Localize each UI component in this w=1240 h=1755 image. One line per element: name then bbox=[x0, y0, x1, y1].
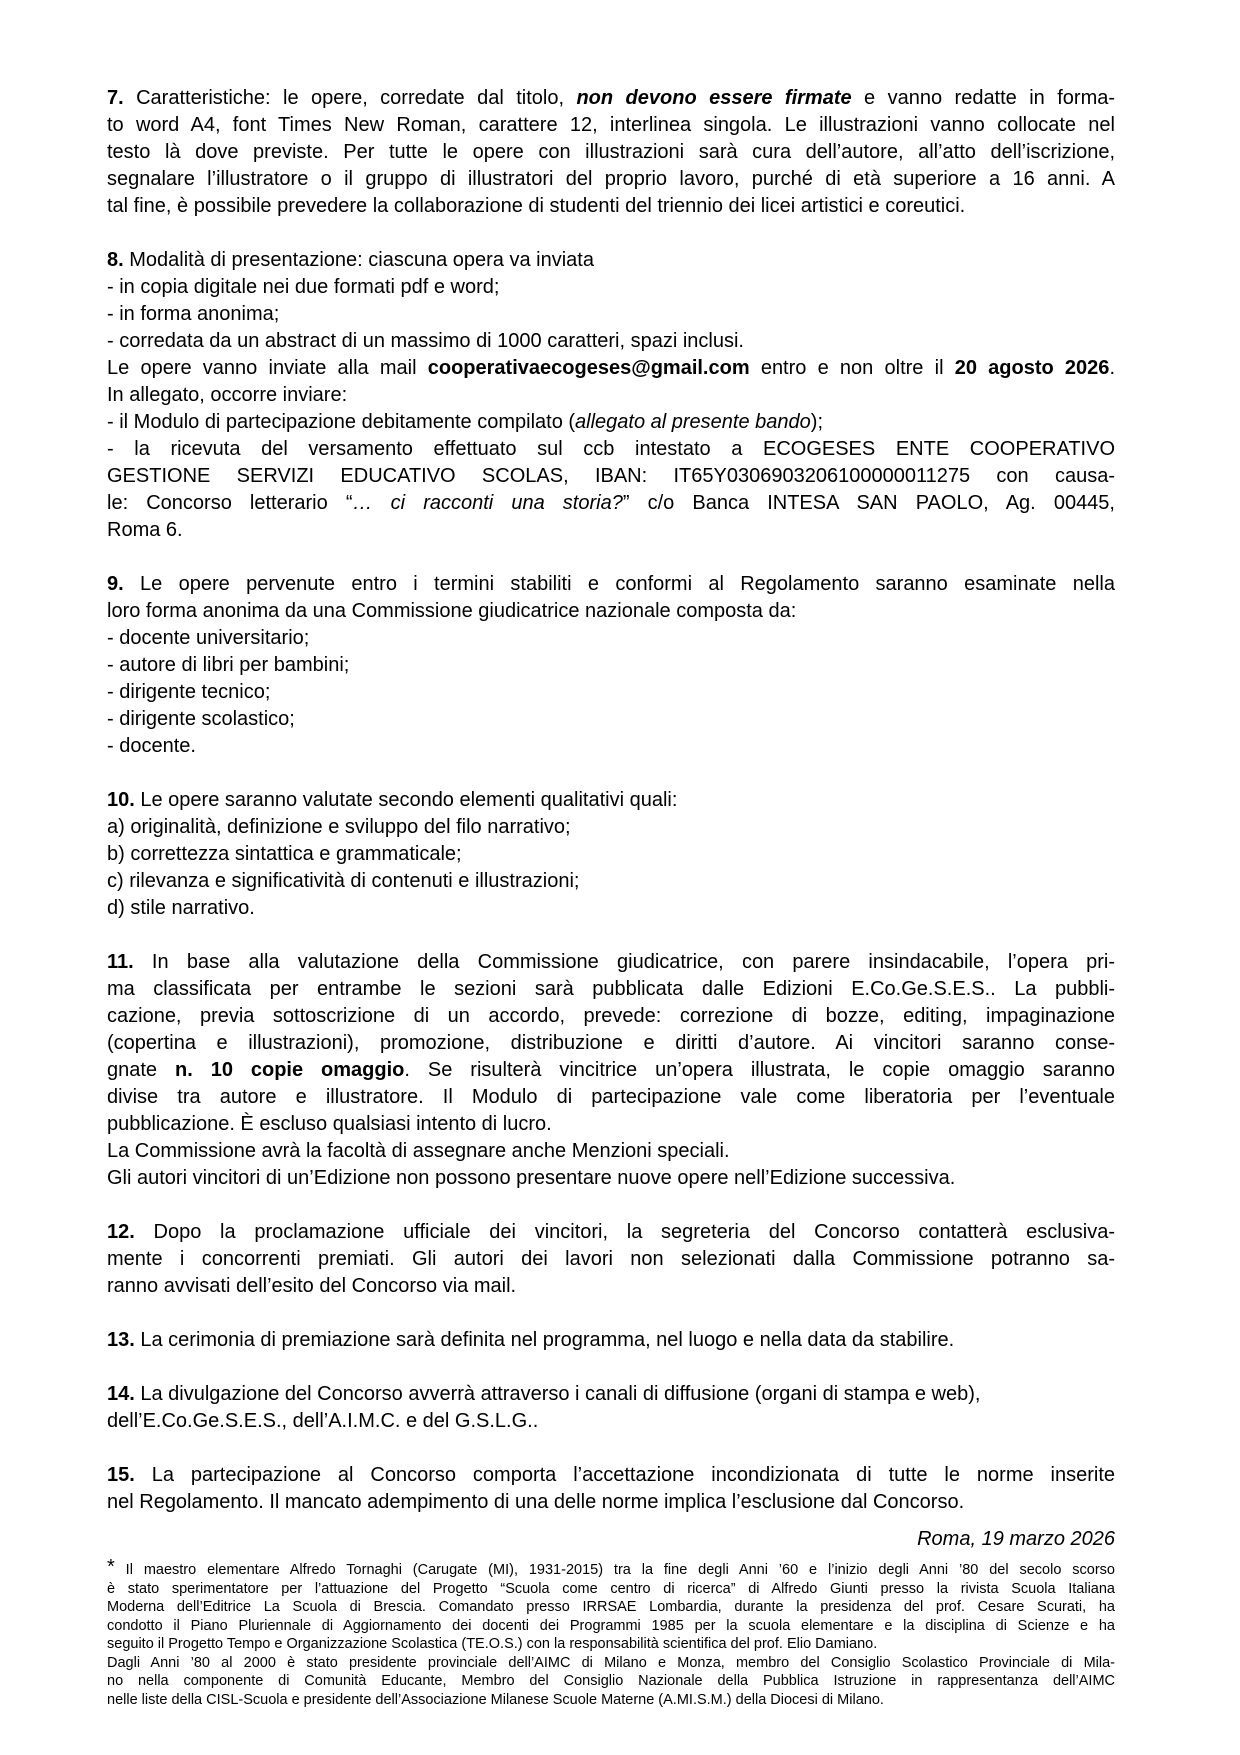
clause-12 bbox=[107, 1219, 1115, 1300]
text-segment: Il maestro elementare Alfredo Tornaghi (Carugate (MI), 1931-2015) tra la fine degli Anni ’60 e l’inizio degli Anni ’80 del secolo scorso bbox=[114, 1562, 1115, 1578]
text-segment: Gli autori vincitori di un’Edizione non possono presentare nuove opere nell’Edizione successiva. bbox=[107, 1167, 956, 1189]
sign-off-date bbox=[107, 1526, 1115, 1553]
text-line bbox=[107, 1526, 1115, 1553]
text-line bbox=[107, 787, 1115, 814]
text-line bbox=[107, 1654, 1115, 1673]
text-line bbox=[107, 409, 1115, 436]
text-segment: La partecipazione al Concorso comporta l’accettazione incondizionata di tutte le norme inserite bbox=[134, 1464, 1115, 1486]
text-segment: pubblicazione. È escluso qualsiasi intento di lucro. bbox=[107, 1113, 552, 1135]
text-segment: segnalare l’illustratore o il gruppo di illustratori del proprio lavoro, purché di età superiore a 16 anni. A bbox=[107, 168, 1115, 190]
text-segment: - docente universitario; bbox=[107, 627, 310, 649]
text-line bbox=[107, 679, 1115, 706]
text-segment: 12. bbox=[107, 1221, 135, 1243]
text-segment: loro forma anonima da una Commissione giudicatrice nazionale composta da: bbox=[107, 600, 797, 622]
text-segment: tal fine, è possibile prevedere la collaborazione di studenti del triennio dei licei artistici e coreutici. bbox=[107, 195, 966, 217]
text-segment: - autore di libri per bambini; bbox=[107, 654, 350, 676]
text-line bbox=[107, 652, 1115, 679]
text-line bbox=[107, 1580, 1115, 1599]
text-line bbox=[107, 949, 1115, 976]
text-segment: ); bbox=[810, 411, 823, 433]
text-segment: ” c/o Banca INTESA SAN PAOLO, Ag. 00445, bbox=[622, 492, 1115, 514]
text-segment: cazione, previa sottoscrizione di un accordo, prevede: correzione di bozze, editing, impaginazione bbox=[107, 1005, 1115, 1027]
text-segment: - dirigente tecnico; bbox=[107, 681, 271, 703]
text-line bbox=[107, 598, 1115, 625]
footnote-part-2 bbox=[107, 1654, 1115, 1710]
text-line bbox=[107, 733, 1115, 760]
text-line bbox=[107, 571, 1115, 598]
text-line bbox=[107, 1462, 1115, 1489]
text-segment: 20 agosto 2026 bbox=[954, 357, 1110, 379]
text-line bbox=[107, 301, 1115, 328]
text-segment: e vanno redatte in forma- bbox=[851, 87, 1116, 109]
text-segment: In base alla valutazione della Commissione giudicatrice, con parere insindacabile, l’opera pri- bbox=[133, 951, 1115, 973]
text-line bbox=[107, 139, 1115, 166]
text-segment: 11. bbox=[107, 951, 134, 973]
text-line bbox=[107, 1003, 1115, 1030]
text-segment: a) originalità, definizione e sviluppo del filo narrativo; bbox=[107, 816, 571, 838]
text-line bbox=[107, 166, 1115, 193]
text-line bbox=[107, 382, 1115, 409]
text-line bbox=[107, 436, 1115, 463]
text-segment: 15. bbox=[107, 1464, 135, 1486]
text-segment: Dagli Anni ’80 al 2000 è stato presidente provinciale dell’AIMC di Milano e Monza, membro del Consiglio Scolastico Provinciale di Mila- bbox=[107, 1654, 1115, 1671]
text-segment: testo là dove previste. Per tutte le opere con illustrazioni sarà cura dell’autore, all’atto dell’iscrizione, bbox=[107, 141, 1115, 163]
text-segment: 14. bbox=[107, 1383, 135, 1405]
text-segment: - in copia digitale nei due formati pdf e word; bbox=[107, 276, 500, 298]
text-line bbox=[107, 1165, 1115, 1192]
text-line bbox=[107, 247, 1115, 274]
text-line bbox=[107, 85, 1115, 112]
clause-9 bbox=[107, 571, 1115, 760]
text-line bbox=[107, 1030, 1115, 1057]
text-segment: Le opere saranno valutate secondo elementi qualitativi quali: bbox=[134, 789, 678, 811]
text-segment: dell’E.Co.Ge.S.E.S., dell’A.I.M.C. e del G.S.L.G.. bbox=[107, 1410, 539, 1432]
text-segment: La divulgazione del Concorso avverrà attraverso i canali di diffusione (organi di stampa e web), bbox=[134, 1383, 981, 1405]
clause-11 bbox=[107, 949, 1115, 1192]
text-line bbox=[107, 1408, 1115, 1435]
text-line bbox=[107, 490, 1115, 517]
text-segment: mente i concorrenti premiati. Gli autori dei lavori non selezionati dalla Commissione potranno sa- bbox=[107, 1248, 1115, 1270]
text-line bbox=[107, 1617, 1115, 1636]
text-segment: b) correttezza sintattica e grammaticale; bbox=[107, 843, 462, 865]
text-segment: Moderna dell’Editrice La Scuola di Brescia. Comandato presso IRRSAE Lombardia, durante la presidenza del prof. Cesare Scurati, ha bbox=[107, 1599, 1115, 1615]
text-segment: Le opere vanno inviate alla mail bbox=[107, 357, 428, 379]
text-line bbox=[107, 976, 1115, 1003]
text-line bbox=[107, 1489, 1115, 1516]
text-segment: 9. bbox=[107, 573, 124, 595]
text-segment: In allegato, occorre inviare: bbox=[107, 384, 348, 406]
text-segment: ma classificata per entrambe le sezioni sarà pubblicata dalle Edizioni E.Co.Ge.S.E.S.. La pubbli- bbox=[107, 978, 1115, 1000]
text-line bbox=[107, 1219, 1115, 1246]
text-line bbox=[107, 868, 1115, 895]
text-segment: non devono essere firmate bbox=[576, 87, 852, 109]
text-line bbox=[107, 1273, 1115, 1300]
text-segment: 8. bbox=[107, 249, 124, 271]
text-line bbox=[107, 274, 1115, 301]
text-segment: divise tra autore e illustratore. Il Modulo di partecipazione vale come liberatoria per l’eventuale bbox=[107, 1086, 1115, 1108]
text-segment: n. 10 copie omaggio bbox=[174, 1059, 405, 1081]
text-segment: 7. bbox=[107, 87, 124, 109]
text-segment: nel Regolamento. Il mancato adempimento di una delle norme implica l’esclusione dal Concorso. bbox=[107, 1491, 965, 1513]
text-segment: GESTIONE SERVIZI EDUCATIVO SCOLAS, IBAN: IT65Y0306903206100000011275 con causa- bbox=[107, 465, 1115, 487]
clause-7 bbox=[107, 85, 1115, 220]
text-line bbox=[107, 1556, 1115, 1580]
text-segment: nelle liste della CISL-Scuola e presidente dell’Associazione Milanese Scuole Materne (A.MI.S.M.) della Diocesi di Milano. bbox=[107, 1691, 884, 1708]
text-line bbox=[107, 463, 1115, 490]
text-line bbox=[107, 112, 1115, 139]
clause-13 bbox=[107, 1327, 1115, 1354]
text-line bbox=[107, 328, 1115, 355]
text-line bbox=[107, 1246, 1115, 1273]
text-segment: seguito il Progetto Tempo e Organizzazione Scolastica (TE.O.S.) con la responsabilità scientifica del prof. Elio Damiano. bbox=[107, 1636, 878, 1652]
clause-8 bbox=[107, 247, 1115, 544]
text-segment: gnate bbox=[107, 1059, 175, 1081]
text-line bbox=[107, 193, 1115, 220]
text-segment: cooperativaecogeses@gmail.com bbox=[427, 357, 750, 379]
text-line bbox=[107, 1084, 1115, 1111]
text-segment: … ci racconti una storia? bbox=[352, 492, 623, 514]
text-line bbox=[107, 1381, 1115, 1408]
text-segment: ranno avvisati dell’esito del Concorso via mail. bbox=[107, 1275, 517, 1297]
text-segment: entro e non oltre il bbox=[749, 357, 955, 379]
text-line bbox=[107, 1111, 1115, 1138]
footnote-marker: * bbox=[107, 1556, 115, 1578]
text-segment: le: Concorso letterario “ bbox=[107, 492, 353, 514]
text-line bbox=[107, 1691, 1115, 1710]
text-line bbox=[107, 1138, 1115, 1165]
text-segment: Caratteristiche: le opere, corredate dal titolo, bbox=[123, 87, 577, 109]
document-body bbox=[107, 85, 1115, 1709]
text-segment: 13. bbox=[107, 1329, 135, 1351]
text-segment: è stato sperimentatore per l’attuazione del Progetto “Scuola come centro di ricerca” di Alfredo Giunti presso la rivista Scuola Italiana bbox=[107, 1580, 1115, 1597]
text-segment: - docente. bbox=[107, 735, 196, 757]
text-segment: - la ricevuta del versamento effettuato sul ccb intestato a ECOGESES ENTE COOPERATIVO bbox=[107, 438, 1115, 460]
text-segment: La cerimonia di premiazione sarà definita nel programma, nel luogo e nella data da stabilire. bbox=[134, 1329, 955, 1351]
text-line bbox=[107, 706, 1115, 733]
text-line bbox=[107, 355, 1115, 382]
text-segment: Dopo la proclamazione ufficiale dei vincitori, la segreteria del Concorso contatterà esclusiva- bbox=[134, 1221, 1115, 1243]
text-segment: to word A4, font Times New Roman, carattere 12, interlinea singola. Le illustrazioni vanno collocate nel bbox=[107, 114, 1115, 136]
text-segment: Roma 6. bbox=[107, 519, 183, 541]
text-segment: - il Modulo di partecipazione debitamente compilato ( bbox=[107, 411, 576, 433]
text-segment: allegato al presente bando bbox=[575, 411, 811, 433]
text-segment: 10. bbox=[107, 789, 135, 811]
text-segment: Roma, 19 marzo 2026 bbox=[917, 1528, 1115, 1550]
text-line bbox=[107, 895, 1115, 922]
text-segment: no nella componente di Comunità Educante, Membro del Consiglio Nazionale della Pubblica Istruzione in rappresentanza dell’AIMC bbox=[107, 1673, 1115, 1689]
clause-10 bbox=[107, 787, 1115, 922]
text-segment: . bbox=[1109, 357, 1115, 379]
text-line bbox=[107, 1327, 1115, 1354]
text-segment: La Commissione avrà la facoltà di assegnare anche Menzioni speciali. bbox=[107, 1140, 730, 1162]
clause-15 bbox=[107, 1462, 1115, 1516]
text-segment: d) stile narrativo. bbox=[107, 897, 255, 919]
text-segment: . Se risulterà vincitrice un’opera illustrata, le copie omaggio saranno bbox=[404, 1059, 1115, 1081]
text-segment: Modalità di presentazione: ciascuna opera va inviata bbox=[123, 249, 594, 271]
text-segment: (copertina e illustrazioni), promozione, distribuzione e diritti d’autore. Ai vincitori saranno conse- bbox=[107, 1032, 1115, 1054]
text-line bbox=[107, 517, 1115, 544]
text-line bbox=[107, 625, 1115, 652]
text-line bbox=[107, 1598, 1115, 1617]
text-segment: - dirigente scolastico; bbox=[107, 708, 295, 730]
footnote-part-1 bbox=[107, 1556, 1115, 1654]
text-segment: - corredata da un abstract di un massimo di 1000 caratteri, spazi inclusi. bbox=[107, 330, 744, 352]
text-line bbox=[107, 841, 1115, 868]
text-line bbox=[107, 1057, 1115, 1084]
text-segment: Le opere pervenute entro i termini stabiliti e conformi al Regolamento saranno esaminate nella bbox=[123, 573, 1115, 595]
text-line bbox=[107, 814, 1115, 841]
text-line bbox=[107, 1635, 1115, 1654]
text-segment: c) rilevanza e significatività di contenuti e illustrazioni; bbox=[107, 870, 580, 892]
text-segment: condotto il Piano Pluriennale di Aggiornamento dei docenti dei Programmi 1985 per la scuola elementare e la disciplina di Scienze e ha bbox=[107, 1617, 1115, 1634]
clause-14 bbox=[107, 1381, 1115, 1435]
text-line bbox=[107, 1672, 1115, 1691]
text-segment: - in forma anonima; bbox=[107, 303, 280, 325]
